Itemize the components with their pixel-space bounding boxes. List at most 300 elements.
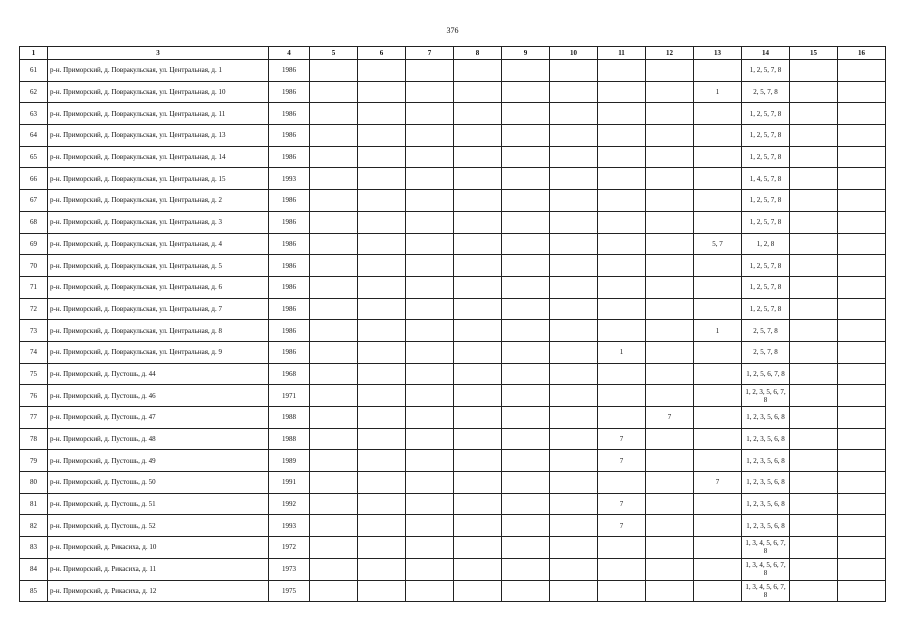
address-cell: р-н. Приморский, д. Повракульская, ул. Центральная, д. 8 bbox=[48, 320, 269, 342]
col12-cell bbox=[646, 168, 694, 190]
col12-cell bbox=[646, 255, 694, 277]
col14-cell: 1, 2, 3, 5, 6, 7, 8 bbox=[742, 385, 790, 407]
col13-cell: 1 bbox=[694, 81, 742, 103]
col6-cell bbox=[358, 146, 406, 168]
col11-cell bbox=[598, 103, 646, 125]
col12-cell bbox=[646, 428, 694, 450]
col14-cell: 1, 2, 5, 7, 8 bbox=[742, 125, 790, 147]
row-number-cell: 80 bbox=[20, 472, 48, 494]
column-header: 8 bbox=[454, 47, 502, 60]
data-table bbox=[19, 46, 886, 602]
col5-cell bbox=[310, 450, 358, 472]
table-row bbox=[20, 320, 886, 342]
col12-cell bbox=[646, 125, 694, 147]
col12-cell: 7 bbox=[646, 407, 694, 429]
col12-cell bbox=[646, 211, 694, 233]
col16-cell bbox=[838, 190, 886, 212]
col5-cell bbox=[310, 580, 358, 602]
col6-cell bbox=[358, 211, 406, 233]
page-number: 376 bbox=[446, 26, 459, 35]
row-number-cell: 75 bbox=[20, 363, 48, 385]
col14-cell: 1, 2, 5, 6, 7, 8 bbox=[742, 363, 790, 385]
col14-cell: 1, 2, 5, 7, 8 bbox=[742, 146, 790, 168]
col5-cell bbox=[310, 125, 358, 147]
col9-cell bbox=[502, 255, 550, 277]
column-header: 13 bbox=[694, 47, 742, 60]
year-cell: 1986 bbox=[269, 298, 310, 320]
address-cell: р-н. Приморский, д. Пустошь, д. 47 bbox=[48, 407, 269, 429]
year-cell: 1986 bbox=[269, 233, 310, 255]
table-row bbox=[20, 580, 886, 602]
column-header: 10 bbox=[550, 47, 598, 60]
col6-cell bbox=[358, 580, 406, 602]
col6-cell bbox=[358, 81, 406, 103]
row-number-cell: 71 bbox=[20, 276, 48, 298]
col13-cell bbox=[694, 168, 742, 190]
col13-cell bbox=[694, 493, 742, 515]
column-header: 15 bbox=[790, 47, 838, 60]
col6-cell bbox=[358, 190, 406, 212]
row-number-cell: 76 bbox=[20, 385, 48, 407]
col16-cell bbox=[838, 341, 886, 363]
address-cell: р-н. Приморский, д. Рикасиха, д. 10 bbox=[48, 537, 269, 559]
row-number-cell: 77 bbox=[20, 407, 48, 429]
col7-cell bbox=[406, 146, 454, 168]
col14-cell: 1, 2, 5, 7, 8 bbox=[742, 190, 790, 212]
col14-cell: 1, 2, 3, 5, 6, 8 bbox=[742, 515, 790, 537]
address-cell: р-н. Приморский, д. Повракульская, ул. Центральная, д. 14 bbox=[48, 146, 269, 168]
col5-cell bbox=[310, 407, 358, 429]
table-row bbox=[20, 255, 886, 277]
col16-cell bbox=[838, 493, 886, 515]
col14-cell: 2, 5, 7, 8 bbox=[742, 341, 790, 363]
col7-cell bbox=[406, 125, 454, 147]
col9-cell bbox=[502, 125, 550, 147]
col16-cell bbox=[838, 580, 886, 602]
col12-cell bbox=[646, 276, 694, 298]
col9-cell bbox=[502, 81, 550, 103]
col11-cell bbox=[598, 558, 646, 580]
col8-cell bbox=[454, 407, 502, 429]
col5-cell bbox=[310, 146, 358, 168]
row-number-cell: 85 bbox=[20, 580, 48, 602]
address-cell: р-н. Приморский, д. Пустошь, д. 48 bbox=[48, 428, 269, 450]
col6-cell bbox=[358, 125, 406, 147]
col13-cell bbox=[694, 146, 742, 168]
table-row bbox=[20, 60, 886, 82]
row-number-cell: 61 bbox=[20, 60, 48, 82]
col12-cell bbox=[646, 537, 694, 559]
column-header: 5 bbox=[310, 47, 358, 60]
col5-cell bbox=[310, 255, 358, 277]
col12-cell bbox=[646, 60, 694, 82]
col10-cell bbox=[550, 81, 598, 103]
col10-cell bbox=[550, 472, 598, 494]
year-cell: 1986 bbox=[269, 146, 310, 168]
col6-cell bbox=[358, 168, 406, 190]
row-number-cell: 83 bbox=[20, 537, 48, 559]
table-row bbox=[20, 537, 886, 559]
col10-cell bbox=[550, 580, 598, 602]
col16-cell bbox=[838, 472, 886, 494]
address-cell: р-н. Приморский, д. Повракульская, ул. Центральная, д. 1 bbox=[48, 60, 269, 82]
col5-cell bbox=[310, 537, 358, 559]
column-header: 16 bbox=[838, 47, 886, 60]
col14-cell: 1, 2, 5, 7, 8 bbox=[742, 211, 790, 233]
year-cell: 1988 bbox=[269, 407, 310, 429]
col16-cell bbox=[838, 103, 886, 125]
row-number-cell: 68 bbox=[20, 211, 48, 233]
year-cell: 1973 bbox=[269, 558, 310, 580]
col15-cell bbox=[790, 515, 838, 537]
table-row bbox=[20, 363, 886, 385]
col10-cell bbox=[550, 450, 598, 472]
col16-cell bbox=[838, 450, 886, 472]
col7-cell bbox=[406, 233, 454, 255]
col8-cell bbox=[454, 276, 502, 298]
col6-cell bbox=[358, 363, 406, 385]
col10-cell bbox=[550, 558, 598, 580]
col15-cell bbox=[790, 450, 838, 472]
col10-cell bbox=[550, 298, 598, 320]
col7-cell bbox=[406, 472, 454, 494]
table-row bbox=[20, 276, 886, 298]
col10-cell bbox=[550, 211, 598, 233]
col12-cell bbox=[646, 558, 694, 580]
col9-cell bbox=[502, 450, 550, 472]
col14-cell: 1, 2, 5, 7, 8 bbox=[742, 103, 790, 125]
col11-cell bbox=[598, 537, 646, 559]
col16-cell bbox=[838, 276, 886, 298]
col9-cell bbox=[502, 211, 550, 233]
col9-cell bbox=[502, 558, 550, 580]
address-cell: р-н. Приморский, д. Повракульская, ул. Центральная, д. 9 bbox=[48, 341, 269, 363]
col9-cell bbox=[502, 428, 550, 450]
col16-cell bbox=[838, 385, 886, 407]
row-number-cell: 64 bbox=[20, 125, 48, 147]
col7-cell bbox=[406, 580, 454, 602]
row-number-cell: 73 bbox=[20, 320, 48, 342]
col6-cell bbox=[358, 558, 406, 580]
col15-cell bbox=[790, 255, 838, 277]
year-cell: 1993 bbox=[269, 168, 310, 190]
col12-cell bbox=[646, 580, 694, 602]
col5-cell bbox=[310, 428, 358, 450]
col11-cell bbox=[598, 407, 646, 429]
col14-cell: 1, 2, 8 bbox=[742, 233, 790, 255]
col8-cell bbox=[454, 472, 502, 494]
col6-cell bbox=[358, 428, 406, 450]
col10-cell bbox=[550, 276, 598, 298]
col5-cell bbox=[310, 168, 358, 190]
table-row bbox=[20, 125, 886, 147]
col8-cell bbox=[454, 558, 502, 580]
col9-cell bbox=[502, 472, 550, 494]
col10-cell bbox=[550, 363, 598, 385]
col10-cell bbox=[550, 515, 598, 537]
col14-cell: 1, 2, 5, 7, 8 bbox=[742, 60, 790, 82]
col14-cell: 1, 4, 5, 7, 8 bbox=[742, 168, 790, 190]
col11-cell bbox=[598, 81, 646, 103]
col14-cell: 1, 2, 3, 5, 6, 8 bbox=[742, 450, 790, 472]
col6-cell bbox=[358, 472, 406, 494]
row-number-cell: 74 bbox=[20, 341, 48, 363]
col12-cell bbox=[646, 515, 694, 537]
col9-cell bbox=[502, 537, 550, 559]
col9-cell bbox=[502, 103, 550, 125]
col7-cell bbox=[406, 493, 454, 515]
col9-cell bbox=[502, 320, 550, 342]
col12-cell bbox=[646, 320, 694, 342]
col12-cell bbox=[646, 472, 694, 494]
col8-cell bbox=[454, 320, 502, 342]
col15-cell bbox=[790, 103, 838, 125]
address-cell: р-н. Приморский, д. Повракульская, ул. Центральная, д. 2 bbox=[48, 190, 269, 212]
row-number-cell: 84 bbox=[20, 558, 48, 580]
col13-cell bbox=[694, 515, 742, 537]
col14-cell: 1, 2, 3, 5, 6, 8 bbox=[742, 407, 790, 429]
col9-cell bbox=[502, 146, 550, 168]
col15-cell bbox=[790, 385, 838, 407]
col15-cell bbox=[790, 125, 838, 147]
col10-cell bbox=[550, 125, 598, 147]
table-row bbox=[20, 190, 886, 212]
col9-cell bbox=[502, 580, 550, 602]
table-row bbox=[20, 103, 886, 125]
col13-cell bbox=[694, 60, 742, 82]
col13-cell bbox=[694, 537, 742, 559]
address-cell: р-н. Приморский, д. Рикасиха, д. 12 bbox=[48, 580, 269, 602]
col10-cell bbox=[550, 60, 598, 82]
col8-cell bbox=[454, 515, 502, 537]
col15-cell bbox=[790, 537, 838, 559]
column-header: 11 bbox=[598, 47, 646, 60]
col8-cell bbox=[454, 341, 502, 363]
col13-cell bbox=[694, 407, 742, 429]
year-cell: 1986 bbox=[269, 190, 310, 212]
row-number-cell: 78 bbox=[20, 428, 48, 450]
col10-cell bbox=[550, 103, 598, 125]
address-cell: р-н. Приморский, д. Повракульская, ул. Центральная, д. 6 bbox=[48, 276, 269, 298]
col11-cell bbox=[598, 125, 646, 147]
col16-cell bbox=[838, 146, 886, 168]
table-row bbox=[20, 146, 886, 168]
year-cell: 1992 bbox=[269, 493, 310, 515]
col11-cell bbox=[598, 385, 646, 407]
col11-cell bbox=[598, 60, 646, 82]
year-cell: 1986 bbox=[269, 211, 310, 233]
column-header: 9 bbox=[502, 47, 550, 60]
col12-cell bbox=[646, 363, 694, 385]
col13-cell bbox=[694, 580, 742, 602]
col10-cell bbox=[550, 537, 598, 559]
table-row bbox=[20, 472, 886, 494]
col16-cell bbox=[838, 168, 886, 190]
col11-cell bbox=[598, 580, 646, 602]
col5-cell bbox=[310, 190, 358, 212]
col5-cell bbox=[310, 81, 358, 103]
row-number-cell: 81 bbox=[20, 493, 48, 515]
col13-cell bbox=[694, 211, 742, 233]
address-cell: р-н. Приморский, д. Пустошь, д. 51 bbox=[48, 493, 269, 515]
row-number-cell: 72 bbox=[20, 298, 48, 320]
col7-cell bbox=[406, 81, 454, 103]
col11-cell bbox=[598, 190, 646, 212]
col5-cell bbox=[310, 320, 358, 342]
address-cell: р-н. Приморский, д. Повракульская, ул. Центральная, д. 10 bbox=[48, 81, 269, 103]
col8-cell bbox=[454, 125, 502, 147]
column-header: 1 bbox=[20, 47, 48, 60]
col16-cell bbox=[838, 515, 886, 537]
col11-cell bbox=[598, 363, 646, 385]
year-cell: 1986 bbox=[269, 276, 310, 298]
address-cell: р-н. Приморский, д. Повракульская, ул. Центральная, д. 7 bbox=[48, 298, 269, 320]
col12-cell bbox=[646, 493, 694, 515]
row-number-cell: 65 bbox=[20, 146, 48, 168]
col11-cell: 7 bbox=[598, 450, 646, 472]
col14-cell: 1, 3, 4, 5, 6, 7, 8 bbox=[742, 558, 790, 580]
col8-cell bbox=[454, 190, 502, 212]
col16-cell bbox=[838, 363, 886, 385]
col11-cell bbox=[598, 276, 646, 298]
col6-cell bbox=[358, 407, 406, 429]
col9-cell bbox=[502, 298, 550, 320]
table-row bbox=[20, 341, 886, 363]
year-cell: 1989 bbox=[269, 450, 310, 472]
col8-cell bbox=[454, 60, 502, 82]
col9-cell bbox=[502, 168, 550, 190]
address-cell: р-н. Приморский, д. Повракульская, ул. Центральная, д. 13 bbox=[48, 125, 269, 147]
col8-cell bbox=[454, 103, 502, 125]
col5-cell bbox=[310, 60, 358, 82]
col11-cell: 1 bbox=[598, 341, 646, 363]
table-body bbox=[20, 60, 886, 602]
col10-cell bbox=[550, 255, 598, 277]
col5-cell bbox=[310, 233, 358, 255]
col8-cell bbox=[454, 537, 502, 559]
table-header bbox=[20, 47, 886, 60]
table-row bbox=[20, 450, 886, 472]
col10-cell bbox=[550, 407, 598, 429]
col6-cell bbox=[358, 450, 406, 472]
table-row bbox=[20, 168, 886, 190]
col8-cell bbox=[454, 168, 502, 190]
col15-cell bbox=[790, 60, 838, 82]
col11-cell: 7 bbox=[598, 515, 646, 537]
col7-cell bbox=[406, 190, 454, 212]
col13-cell bbox=[694, 558, 742, 580]
col5-cell bbox=[310, 341, 358, 363]
year-cell: 1986 bbox=[269, 341, 310, 363]
col9-cell bbox=[502, 493, 550, 515]
year-cell: 1986 bbox=[269, 320, 310, 342]
col7-cell bbox=[406, 60, 454, 82]
col14-cell: 1, 2, 5, 7, 8 bbox=[742, 255, 790, 277]
col16-cell bbox=[838, 60, 886, 82]
year-cell: 1986 bbox=[269, 103, 310, 125]
col15-cell bbox=[790, 298, 838, 320]
col8-cell bbox=[454, 580, 502, 602]
col9-cell bbox=[502, 515, 550, 537]
col7-cell bbox=[406, 320, 454, 342]
col6-cell bbox=[358, 233, 406, 255]
col14-cell: 1, 2, 3, 5, 6, 8 bbox=[742, 428, 790, 450]
col5-cell bbox=[310, 211, 358, 233]
col10-cell bbox=[550, 146, 598, 168]
col9-cell bbox=[502, 190, 550, 212]
col10-cell bbox=[550, 493, 598, 515]
col5-cell bbox=[310, 472, 358, 494]
year-cell: 1993 bbox=[269, 515, 310, 537]
col11-cell bbox=[598, 298, 646, 320]
col15-cell bbox=[790, 341, 838, 363]
col6-cell bbox=[358, 298, 406, 320]
col15-cell bbox=[790, 233, 838, 255]
col14-cell: 2, 5, 7, 8 bbox=[742, 81, 790, 103]
year-cell: 1968 bbox=[269, 363, 310, 385]
col13-cell bbox=[694, 276, 742, 298]
col15-cell bbox=[790, 558, 838, 580]
year-cell: 1991 bbox=[269, 472, 310, 494]
col8-cell bbox=[454, 211, 502, 233]
col5-cell bbox=[310, 493, 358, 515]
col12-cell bbox=[646, 103, 694, 125]
col6-cell bbox=[358, 255, 406, 277]
col6-cell bbox=[358, 385, 406, 407]
col16-cell bbox=[838, 125, 886, 147]
col16-cell bbox=[838, 407, 886, 429]
col11-cell bbox=[598, 320, 646, 342]
address-cell: р-н. Приморский, д. Пустошь, д. 52 bbox=[48, 515, 269, 537]
col11-cell bbox=[598, 211, 646, 233]
col8-cell bbox=[454, 385, 502, 407]
col12-cell bbox=[646, 146, 694, 168]
year-cell: 1986 bbox=[269, 125, 310, 147]
col13-cell bbox=[694, 428, 742, 450]
col13-cell: 1 bbox=[694, 320, 742, 342]
col13-cell bbox=[694, 341, 742, 363]
col6-cell bbox=[358, 103, 406, 125]
header-row bbox=[20, 47, 886, 60]
table-row bbox=[20, 428, 886, 450]
col13-cell bbox=[694, 298, 742, 320]
table-row bbox=[20, 81, 886, 103]
column-header: 7 bbox=[406, 47, 454, 60]
row-number-cell: 69 bbox=[20, 233, 48, 255]
address-cell: р-н. Приморский, д. Повракульская, ул. Центральная, д. 15 bbox=[48, 168, 269, 190]
col6-cell bbox=[358, 515, 406, 537]
col11-cell bbox=[598, 168, 646, 190]
col8-cell bbox=[454, 428, 502, 450]
col15-cell bbox=[790, 363, 838, 385]
col10-cell bbox=[550, 320, 598, 342]
col7-cell bbox=[406, 211, 454, 233]
col13-cell: 7 bbox=[694, 472, 742, 494]
col16-cell bbox=[838, 320, 886, 342]
col10-cell bbox=[550, 385, 598, 407]
col7-cell bbox=[406, 537, 454, 559]
col7-cell bbox=[406, 276, 454, 298]
table-row bbox=[20, 211, 886, 233]
year-cell: 1972 bbox=[269, 537, 310, 559]
col13-cell: 5, 7 bbox=[694, 233, 742, 255]
row-number-cell: 70 bbox=[20, 255, 48, 277]
col14-cell: 1, 3, 4, 5, 6, 7, 8 bbox=[742, 537, 790, 559]
address-cell: р-н. Приморский, д. Пустошь, д. 49 bbox=[48, 450, 269, 472]
col13-cell bbox=[694, 450, 742, 472]
col14-cell: 1, 3, 4, 5, 6, 7, 8 bbox=[742, 580, 790, 602]
col15-cell bbox=[790, 190, 838, 212]
